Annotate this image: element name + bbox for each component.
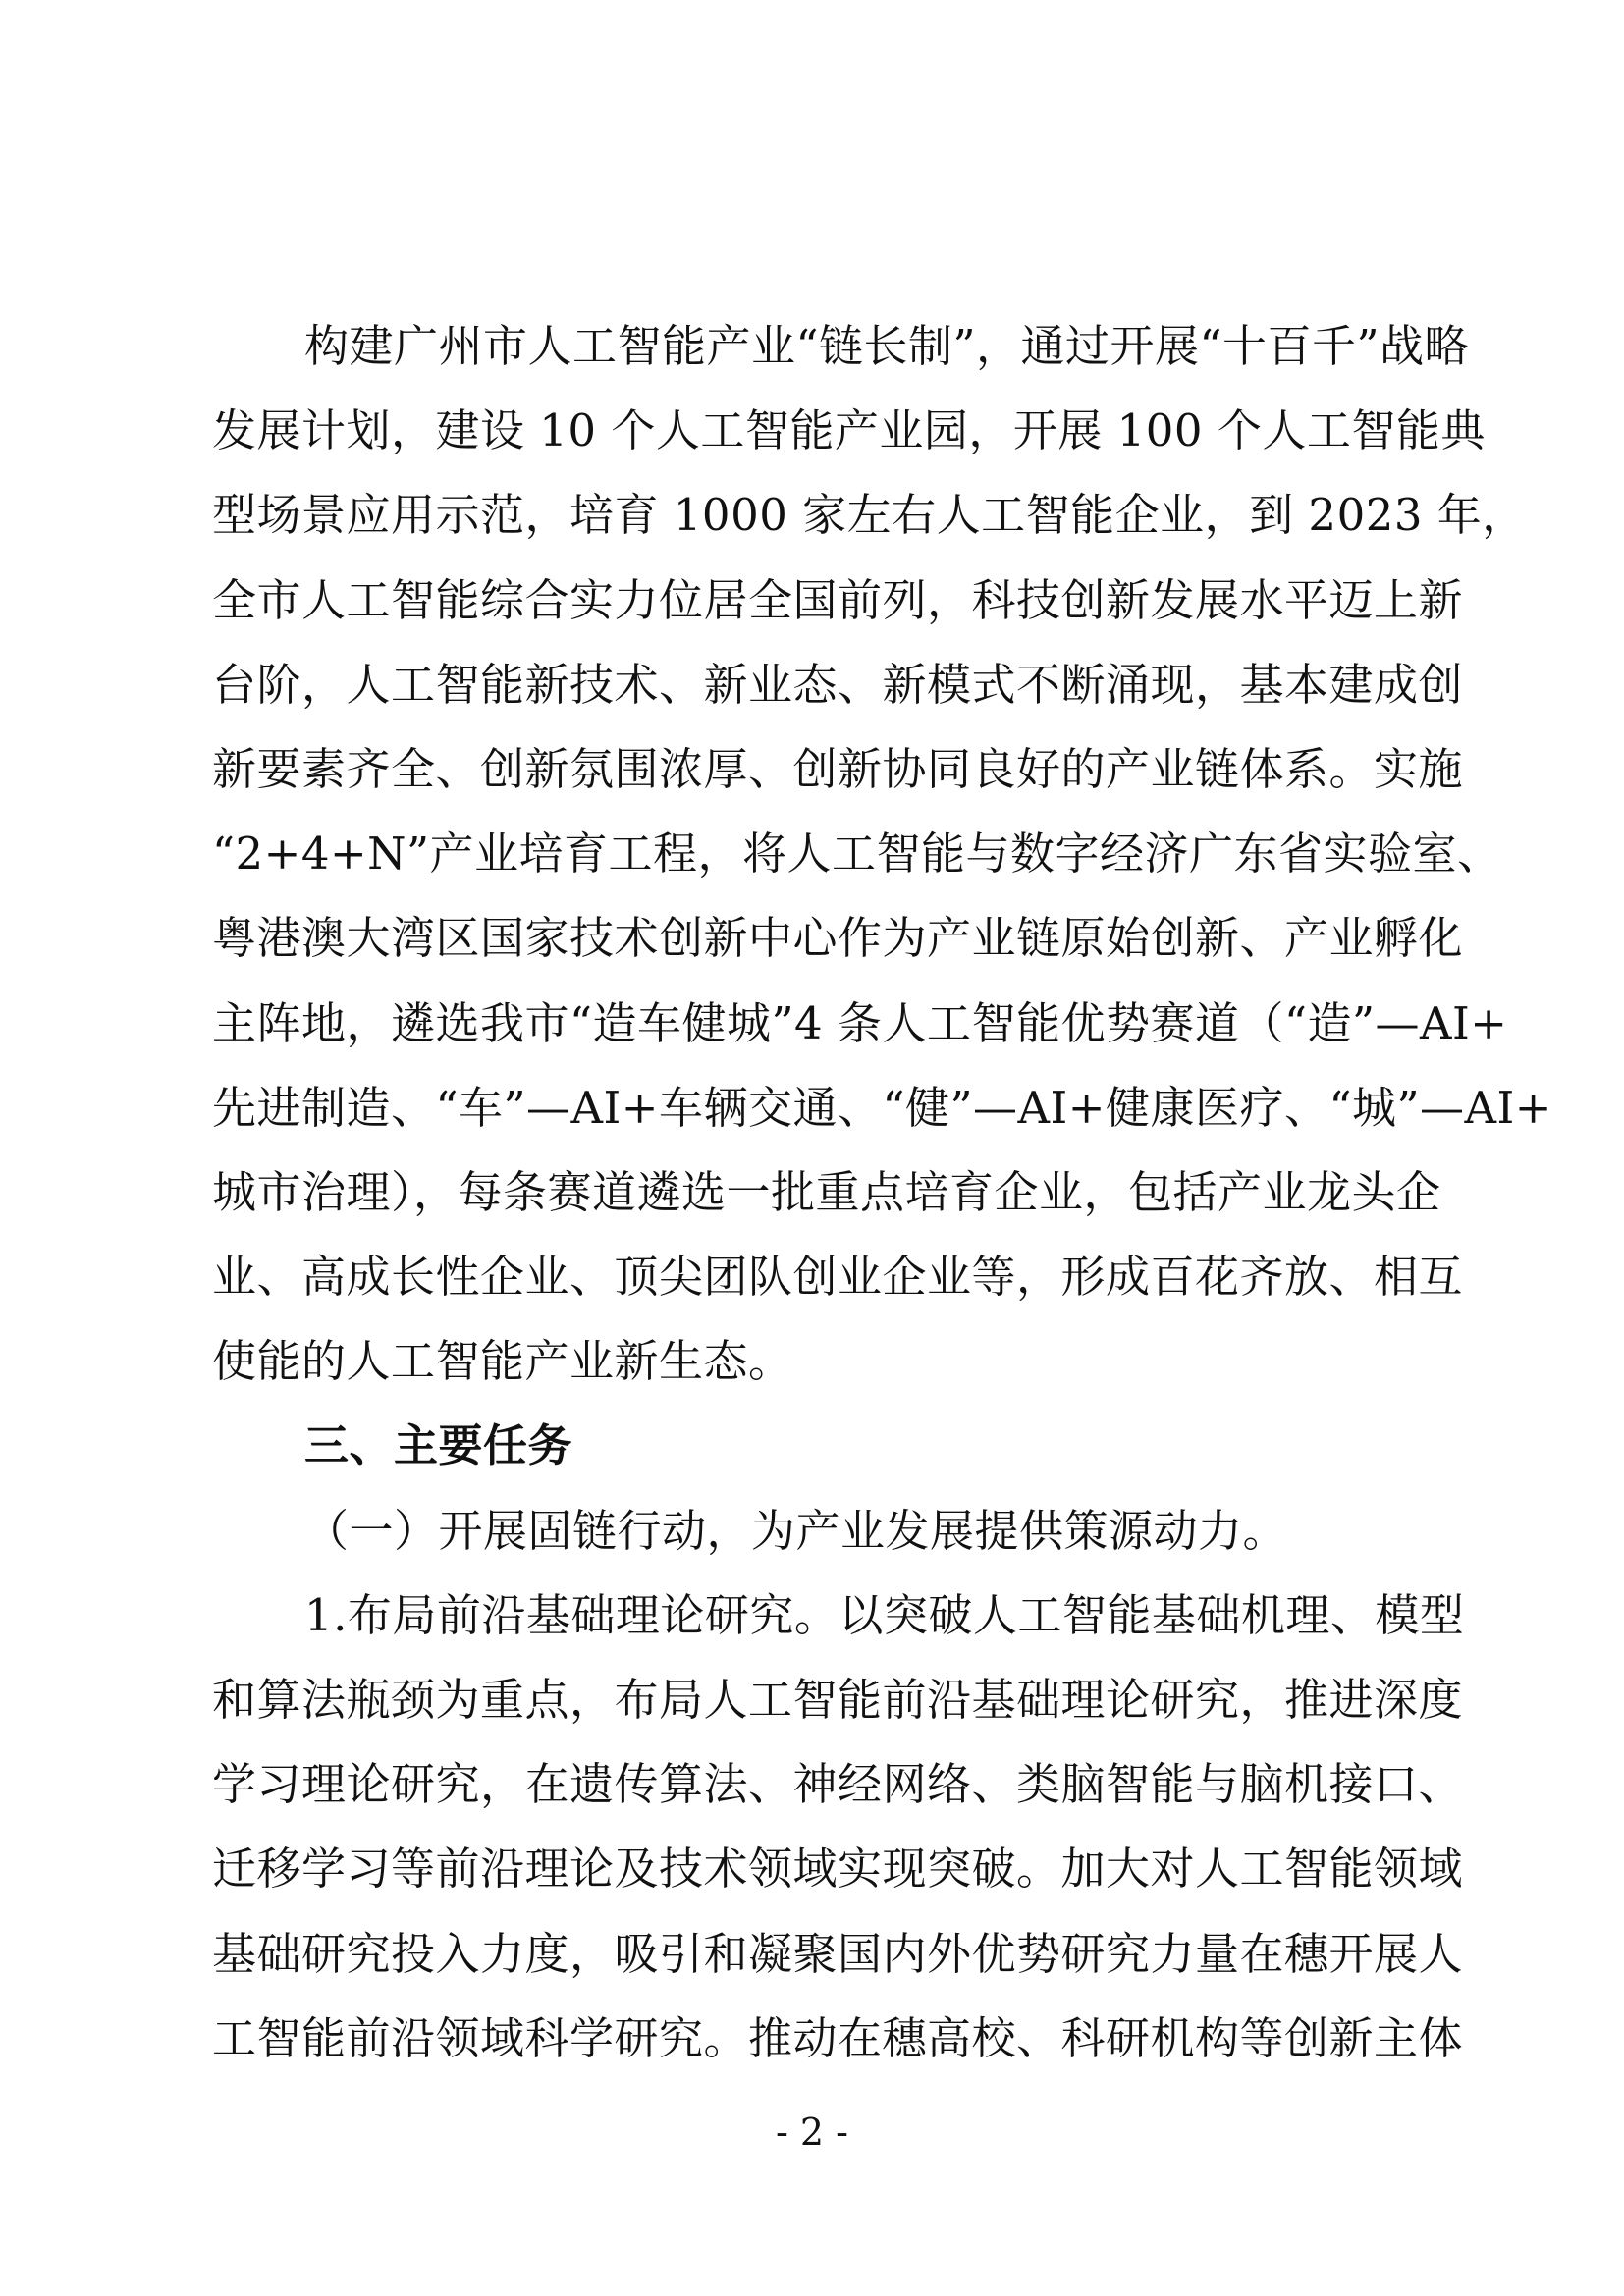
paragraph-line: 业、高成长性企业、顶尖团队创业企业等，形成百花齐放、相互 (212, 1251, 1464, 1304)
paragraph-line: 1.布局前沿基础理论研究。以突破人工智能基础机理、模型 (304, 1588, 1465, 1641)
page-number: - 2 - (775, 2110, 848, 2154)
paragraph-line: 发展计划，建设 10 个人工智能产业园，开展 100 个人工智能典 (212, 404, 1486, 457)
paragraph-line: “2+4+N”产业培育工程，将人工智能与数字经济广东省实验室、 (212, 828, 1502, 881)
paragraph-line: 迁移学习等前沿理论及技术领域实现突破。加大对人工智能领域 (212, 1842, 1464, 1896)
section-heading: 三、主要任务 (304, 1419, 573, 1472)
paragraph-line: 基础研究投入力度，吸引和凝聚国内外优势研究力量在穗开展人 (212, 1927, 1464, 1980)
paragraph-line: 全市人工智能综合实力位居全国前列，科技创新发展水平迈上新 (212, 573, 1464, 626)
paragraph-line: 使能的人工智能产业新生态。 (212, 1335, 793, 1388)
subsection-heading: （一）开展固链行动，为产业发展提供策源动力。 (304, 1504, 1288, 1557)
paragraph-line: 构建广州市人工智能产业“链长制”，通过开展“十百千”战略 (304, 320, 1470, 372)
paragraph-line: 台阶，人工智能新技术、新业态、新模式不断涌现，基本建成创 (212, 658, 1464, 711)
paragraph-line: 学习理论研究，在遗传算法、神经网络、类脑智能与脑机接口、 (212, 1758, 1464, 1811)
paragraph-line: 先进制造、“车”—AI+车辆交通、“健”—AI+健康医疗、“城”—AI+ (212, 1081, 1552, 1134)
paragraph-line: 主阵地，遴选我市“造车健城”4 条人工智能优势赛道（“造”—AI+ (212, 996, 1508, 1049)
paragraph-line: 粤港澳大湾区国家技术创新中心作为产业链原始创新、产业孵化 (212, 912, 1464, 965)
paragraph-line: 和算法瓶颈为重点，布局人工智能前沿基础理论研究，推进深度 (212, 1674, 1464, 1726)
paragraph-line: 型场景应用示范，培育 1000 家左右人工智能企业，到 2023 年， (212, 489, 1527, 542)
paragraph-line: 城市治理），每条赛道遴选一批重点培育企业，包括产业龙头企 (212, 1165, 1441, 1218)
paragraph-line: 新要素齐全、创新氛围浓厚、创新协同良好的产业链体系。实施 (212, 742, 1464, 795)
body-text (212, 304, 1552, 2081)
paragraph-line: 工智能前沿领域科学研究。推动在穗高校、科研机构等创新主体 (212, 2011, 1464, 2064)
